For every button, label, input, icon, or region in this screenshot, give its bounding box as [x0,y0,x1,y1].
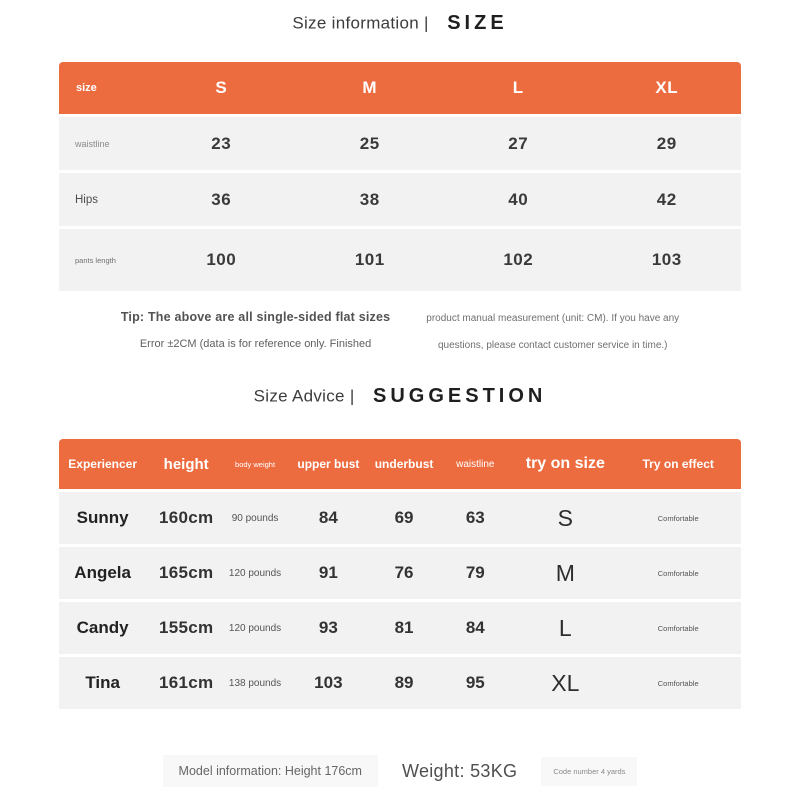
try-on-table-header-row [59,439,741,489]
weight-value: 138 pounds [228,677,282,689]
experiencer-name: Sunny [76,508,129,527]
try-on-table [59,439,741,709]
try-on-size-value: S [557,504,573,531]
col-experiencer: Experiencer [68,457,137,471]
underbust-value: 89 [394,673,414,692]
tip-line-4: questions, please contact customer service in time.) [437,340,668,351]
pants-length-xl: 103 [651,250,682,269]
height-value: 161cm [158,673,214,692]
model-code-text: Code number 4 yards [541,757,637,786]
tip-line-2: Error ±2CM (data is for reference only. Finished [139,338,372,350]
waistline-value: 95 [465,673,485,692]
col-underbust: underbust [374,457,434,471]
upper-bust-value: 84 [318,508,338,527]
experiencer-name: Angela [74,563,131,582]
hips-xl: 42 [656,189,677,209]
size-col-l: L [512,78,524,97]
try-on-size-value: XL [551,669,580,696]
tip-line-1: Tip: The above are all single-sided flat sizes [120,310,391,324]
weight-value: 120 pounds [228,622,282,634]
waistline-value: 84 [465,618,485,637]
try-on-row-sunny [59,492,741,544]
col-try-on-effect: Try on effect [642,457,714,471]
try-on-size-value: M [555,559,575,586]
waistline-value: 79 [465,563,485,582]
try-on-row-tina [59,657,741,709]
advice-title-text: Size Advice | [253,386,355,406]
model-weight-text: Weight: 53KG [401,760,518,781]
weight-value: 120 pounds [228,567,282,579]
advice-title-emphasis: SUGGESTION [373,385,547,407]
hips-m: 38 [359,189,380,209]
waistline-m: 25 [359,133,380,153]
height-value: 160cm [158,508,214,527]
weight-value: 90 pounds [231,512,279,524]
col-body-weight: body weight [235,459,276,469]
size-table-row-hips [59,173,741,226]
row-label: Hips [75,193,99,206]
height-value: 165cm [158,563,214,582]
model-info-bar [0,755,800,787]
experiencer-name: Tina [85,673,120,692]
experiencer-name: Candy [76,618,129,637]
size-table-row-pants-length [59,229,741,291]
model-info-text: Model information: Height 176cm [163,755,378,787]
try-on-effect-value: Comfortable [657,568,699,578]
col-height: height [163,455,209,473]
tip-line-3: product manual measurement (unit: CM). If you have any [426,313,680,324]
try-on-row-candy [59,602,741,654]
hips-l: 40 [508,189,529,209]
waistline-value: 63 [465,508,485,527]
size-table [59,62,741,291]
try-on-row-angela [59,547,741,599]
underbust-value: 76 [394,563,414,582]
size-title-text: Size information | [292,13,429,33]
try-on-size-value: L [558,614,572,641]
upper-bust-value: 93 [318,618,338,637]
try-on-effect-value: Comfortable [657,623,699,633]
size-table-row-waistline [59,117,741,170]
pants-length-l: 102 [503,250,534,269]
size-table-header-row [59,62,741,114]
tip-right-column [426,310,679,351]
size-section-title [0,0,800,38]
row-label: waistline [75,138,110,149]
waistline-s: 23 [211,133,232,153]
try-on-effect-value: Comfortable [657,513,699,523]
underbust-value: 81 [394,618,414,637]
size-col-s: S [215,78,228,97]
tip-left-column [121,310,390,350]
upper-bust-value: 103 [314,673,343,692]
pants-length-m: 101 [354,250,385,269]
col-upper-bust: upper bust [297,457,360,471]
col-try-on-size: try on size [525,455,605,472]
waistline-xl: 29 [656,133,677,153]
try-on-effect-value: Comfortable [657,678,699,688]
size-title-emphasis: SIZE [447,12,508,34]
size-col-m: M [362,78,378,97]
measurement-tip [0,310,800,351]
size-table-corner-label: size [76,82,97,94]
hips-s: 36 [211,189,232,209]
underbust-value: 69 [394,508,414,527]
upper-bust-value: 91 [318,563,338,582]
col-waistline: waistline [456,458,495,470]
height-value: 155cm [158,618,214,637]
waistline-l: 27 [508,133,529,153]
pants-length-s: 100 [206,250,237,269]
row-label: pants length [75,255,116,265]
size-col-xl: XL [655,78,679,97]
advice-section-title [0,385,800,411]
